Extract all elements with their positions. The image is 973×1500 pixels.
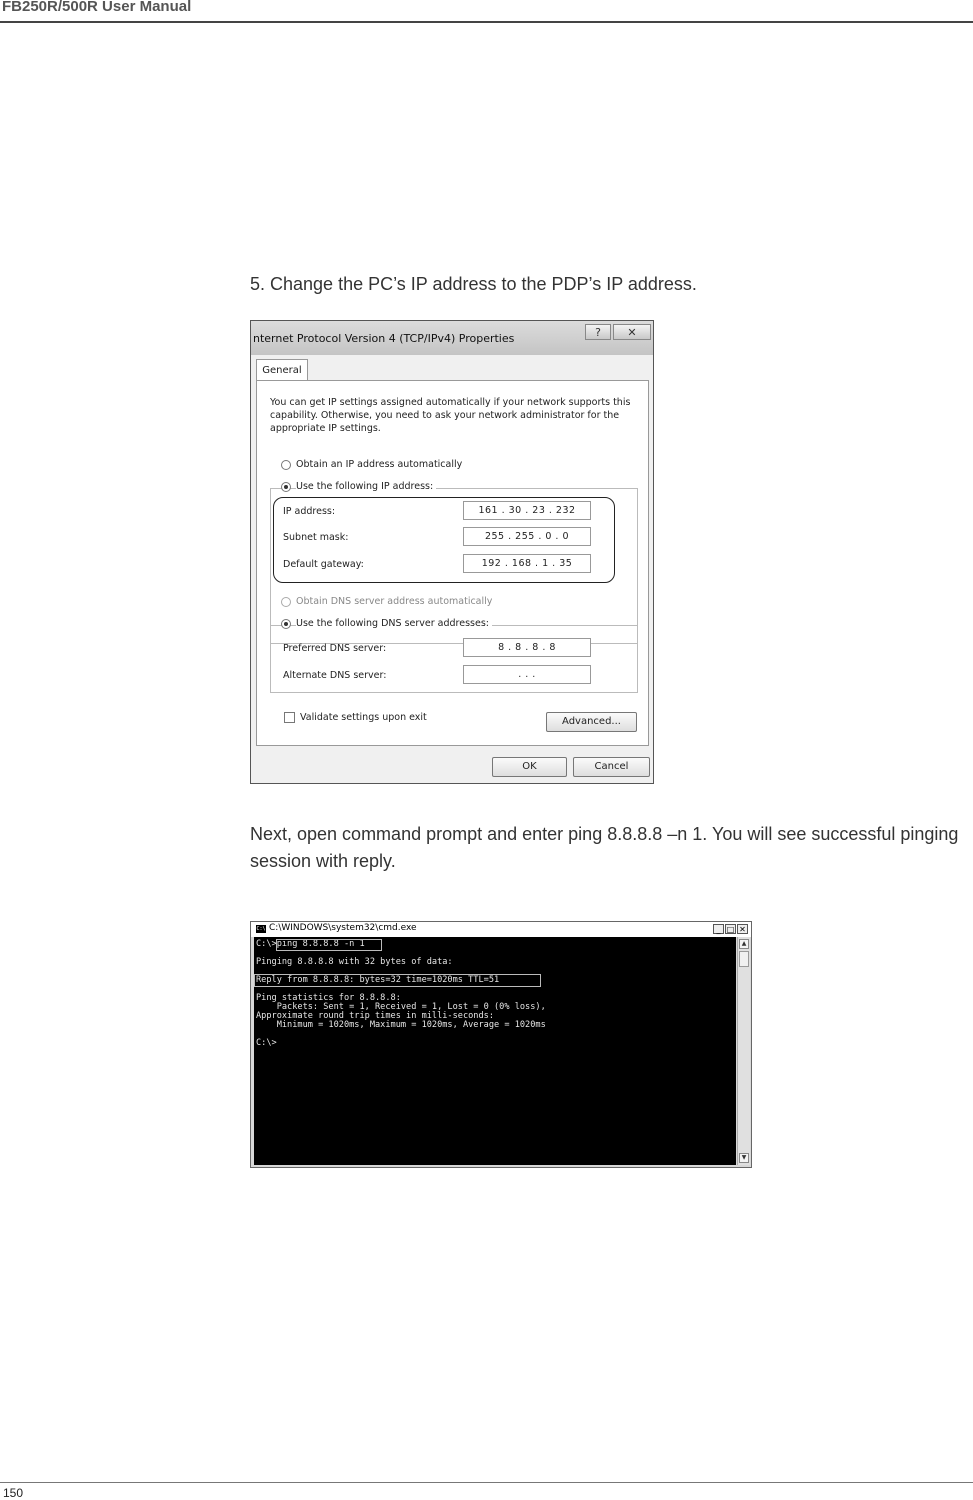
- highlight-ring: [273, 497, 615, 583]
- manual-dns-label: Use the following DNS server addresses:: [296, 618, 492, 629]
- reply-highlight: [254, 974, 541, 987]
- scroll-down-icon[interactable]: ▼: [739, 1153, 749, 1163]
- console-line: Reply from 8.8.8.8: bytes=32 time=1020ms TTL=51: [256, 975, 500, 985]
- dialog-title: nternet Protocol Version 4 (TCP/IPv4) Properties: [253, 332, 515, 345]
- subnet-mask-label: Subnet mask:: [283, 532, 349, 543]
- help-button[interactable]: ?: [585, 324, 611, 340]
- cmd-title: C:\WINDOWS\system32\cmd.exe: [269, 923, 417, 933]
- validate-label: Validate settings upon exit: [300, 712, 427, 723]
- console-line: Packets: Sent = 1, Received = 1, Lost = 0 (0% loss),: [256, 1002, 546, 1012]
- intro-text: You can get IP settings assigned automatically if your network supports this capability. Otherwise, you need to ask your network administrator for the appropriate IP settings.: [270, 397, 631, 434]
- tcp-ipv4-dialog: [250, 320, 654, 784]
- default-gateway-field[interactable]: 192 . 168 . 1 . 35: [463, 554, 591, 573]
- preferred-dns-field[interactable]: 8 . 8 . 8 . 8: [463, 638, 591, 657]
- general-panel: [256, 380, 649, 746]
- auto-dns-radio[interactable]: [281, 597, 291, 607]
- ip-address-label: IP address:: [283, 506, 336, 517]
- scroll-up-icon[interactable]: ▲: [739, 939, 749, 949]
- manual-dns-radio[interactable]: [281, 619, 291, 629]
- validate-checkbox[interactable]: [284, 712, 295, 723]
- subnet-mask-field[interactable]: 255 . 255 . 0 . 0: [463, 527, 591, 546]
- scrollbar[interactable]: [737, 937, 750, 1165]
- cancel-button[interactable]: Cancel: [573, 757, 650, 777]
- next-instruction: Next, open command prompt and enter ping 8.8.8.8 –n 1. You will see successful pinging session with reply.: [250, 824, 959, 871]
- console-line: Minimum = 1020ms, Maximum = 1020ms, Average = 1020ms: [256, 1020, 546, 1030]
- minimize-button[interactable]: _: [713, 924, 724, 934]
- page-number: 150: [3, 1486, 24, 1500]
- console-line: Ping statistics for 8.8.8.8:: [256, 993, 401, 1003]
- close-button[interactable]: ✕: [613, 324, 651, 340]
- console-line: C:\>ping 8.8.8.8 -n 1: [256, 939, 365, 949]
- step5-instruction: 5. Change the PC’s IP address to the PDP’s IP address.: [250, 274, 697, 294]
- manual-ip-label: Use the following IP address:: [296, 481, 436, 492]
- dialog-titlebar: [251, 321, 653, 355]
- auto-ip-label: Obtain an IP address automatically: [296, 459, 463, 470]
- preferred-dns-label: Preferred DNS server:: [283, 643, 387, 654]
- console-line: C:\>: [256, 1038, 277, 1048]
- ok-button[interactable]: OK: [492, 757, 567, 777]
- alternate-dns-field[interactable]: . . .: [463, 665, 591, 684]
- cmd-app-icon: C:\: [256, 926, 266, 932]
- cmd-titlebar: [251, 922, 751, 937]
- scroll-thumb[interactable]: [739, 951, 749, 967]
- maximize-button[interactable]: □: [726, 925, 735, 934]
- command-highlight: [276, 939, 382, 951]
- cmd-close-button[interactable]: ✕: [737, 924, 748, 934]
- auto-ip-radio[interactable]: [281, 460, 291, 470]
- footer-rule: [0, 1482, 973, 1483]
- console-output[interactable]: [254, 937, 736, 1165]
- manual-title: FB250R/500R User Manual: [2, 0, 192, 15]
- auto-dns-label: Obtain DNS server address automatically: [296, 596, 493, 607]
- advanced-button[interactable]: Advanced...: [546, 712, 637, 732]
- default-gateway-label: Default gateway:: [283, 559, 364, 570]
- console-line: Approximate round trip times in milli-seconds:: [256, 1011, 494, 1021]
- header-rule: [0, 21, 973, 23]
- ip-address-field[interactable]: 161 . 30 . 23 . 232: [463, 501, 591, 520]
- cmd-window: [250, 921, 752, 1168]
- manual-ip-radio[interactable]: [281, 482, 291, 492]
- alternate-dns-label: Alternate DNS server:: [283, 670, 387, 681]
- tab-general[interactable]: General: [256, 359, 308, 381]
- console-line: Pinging 8.8.8.8 with 32 bytes of data:: [256, 957, 453, 967]
